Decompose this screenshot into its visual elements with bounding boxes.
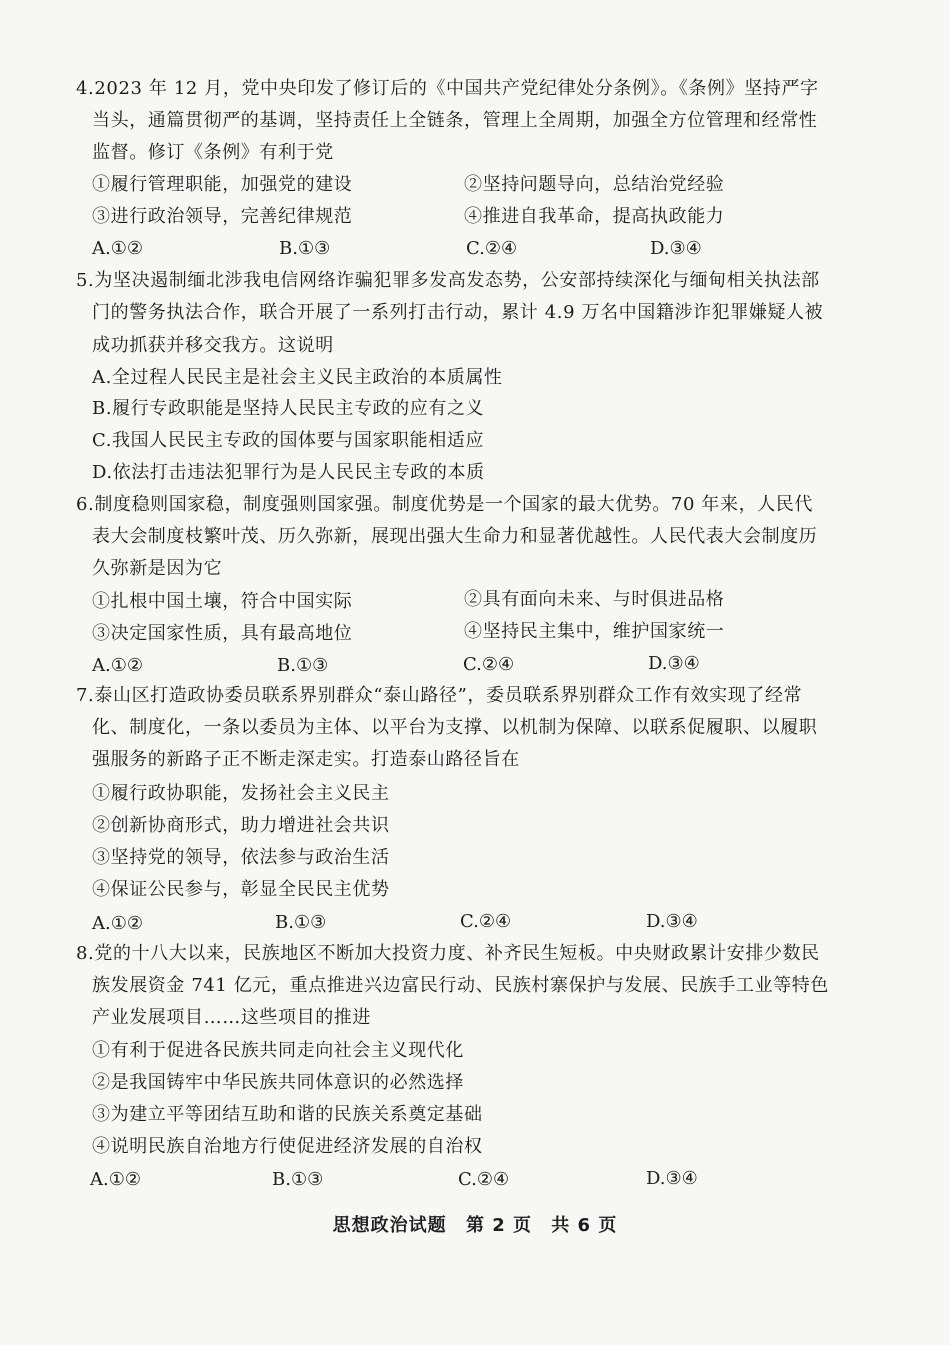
answer-choice: B.①③ xyxy=(275,912,327,933)
answer-choice: A.①② xyxy=(92,913,143,934)
question-text: 7.泰山区打造政协委员联系界别群众“泰山路径”，委员联系界别群众工作有效实现了经常 xyxy=(76,685,803,706)
option-item: ①扎根中国土壤，符合中国实际 xyxy=(92,591,353,612)
footer-page-number: 第 2 页 xyxy=(465,1215,532,1236)
option-item: ③进行政治领导，完善纪律规范 xyxy=(92,206,353,227)
option-item: ④说明民族自治地方行使促进经济发展的自治权 xyxy=(92,1136,483,1157)
option-item: D.依法打击违法犯罪行为是人民民主专政的本质 xyxy=(92,462,485,483)
option-item: ③坚持党的领导，依法参与政治生活 xyxy=(92,847,390,868)
page-footer xyxy=(0,1211,950,1237)
question-text: 当头，通篇贯彻严的基调，坚持责任上全链条，管理上全周期，加强全方位管理和经常性 xyxy=(92,110,818,131)
question-text: 久弥新是因为它 xyxy=(92,558,223,579)
answer-choice: D.③④ xyxy=(646,1168,698,1189)
question-text: 5.为坚决遏制缅北涉我电信网络诈骗犯罪多发高发态势，公安部持续深化与缅甸相关执法部 xyxy=(76,270,820,291)
answer-choice: D.③④ xyxy=(646,911,698,932)
option-item: ④坚持民主集中，维护国家统一 xyxy=(464,621,725,642)
option-item: ②创新协商形式，助力增进社会共识 xyxy=(92,815,390,836)
option-item: ②具有面向未来、与时俱进品格 xyxy=(464,589,725,610)
answer-choice: B.①③ xyxy=(279,238,331,259)
footer-total-pages: 共 6 页 xyxy=(551,1215,618,1236)
option-item: ①履行政协职能，发扬社会主义民主 xyxy=(92,783,390,804)
answer-choice: A.①② xyxy=(90,1169,141,1190)
option-item: ①履行管理职能，加强党的建设 xyxy=(92,174,353,195)
answer-choice: C.②④ xyxy=(466,238,518,259)
question-text: 8.党的十八大以来，民族地区不断加大投资力度、补齐民生短板。中央财政累计安排少数民 xyxy=(76,943,820,964)
answer-choice: C.②④ xyxy=(460,911,512,932)
question-text: 族发展资金 741 亿元，重点推进兴边富民行动、民族村寨保护与发展、民族手工业等特色 xyxy=(92,975,829,996)
question-text: 表大会制度枝繁叶茂、历久弥新，展现出强大生命力和显著优越性。人民代表大会制度历 xyxy=(92,526,818,547)
question-text: 门的警务执法合作，联合开展了一系列打击行动，累计 4.9 万名中国籍涉诈犯罪嫌疑人被 xyxy=(92,302,824,323)
option-item: ④保证公民参与，彰显全民民主优势 xyxy=(92,879,390,900)
question-text: 强服务的新路子正不断走深走实。打造泰山路径旨在 xyxy=(92,749,520,770)
question-text: 监督。修订《条例》有利于党 xyxy=(92,142,334,163)
answer-choice: A.①② xyxy=(92,238,143,259)
option-item: C.我国人民民主专政的国体要与国家职能相适应 xyxy=(92,430,485,451)
question-text: 4.2023 年 12 月，党中央印发了修订后的《中国共产党纪律处分条例》。《条例》坚持严字 xyxy=(76,78,819,99)
option-item: ③为建立平等团结互助和谐的民族关系奠定基础 xyxy=(92,1104,483,1125)
option-item: ②坚持问题导向，总结治党经验 xyxy=(464,174,725,195)
option-item: B.履行专政职能是坚持人民民主专政的应有之义 xyxy=(92,398,485,419)
question-text: 化、制度化，一条以委员为主体、以平台为支撑、以机制为保障、以联系促履职、以履职 xyxy=(92,717,818,738)
answer-choice: D.③④ xyxy=(648,653,700,674)
answer-choice: D.③④ xyxy=(650,238,702,259)
option-item: ③决定国家性质，具有最高地位 xyxy=(92,623,353,644)
option-item: ④推进自我革命，提高执政能力 xyxy=(464,206,725,227)
question-text: 产业发展项目……这些项目的推进 xyxy=(92,1007,371,1028)
option-item: ②是我国铸牢中华民族共同体意识的必然选择 xyxy=(92,1072,464,1093)
answer-choice: C.②④ xyxy=(458,1169,510,1190)
option-item: A.全过程人民民主是社会主义民主政治的本质属性 xyxy=(92,367,503,388)
answer-choice: B.①③ xyxy=(277,655,329,676)
answer-choice: C.②④ xyxy=(463,654,515,675)
option-item: ①有利于促进各民族共同走向社会主义现代化 xyxy=(92,1040,464,1061)
footer-subject: 思想政治试题 xyxy=(332,1215,447,1236)
answer-choice: B.①③ xyxy=(272,1169,324,1190)
question-text: 6.制度稳则国家稳，制度强则国家强。制度优势是一个国家的最大优势。70 年来，人民代 xyxy=(76,494,813,515)
question-text: 成功抓获并移交我方。这说明 xyxy=(92,335,334,356)
answer-choice: A.①② xyxy=(92,655,143,676)
